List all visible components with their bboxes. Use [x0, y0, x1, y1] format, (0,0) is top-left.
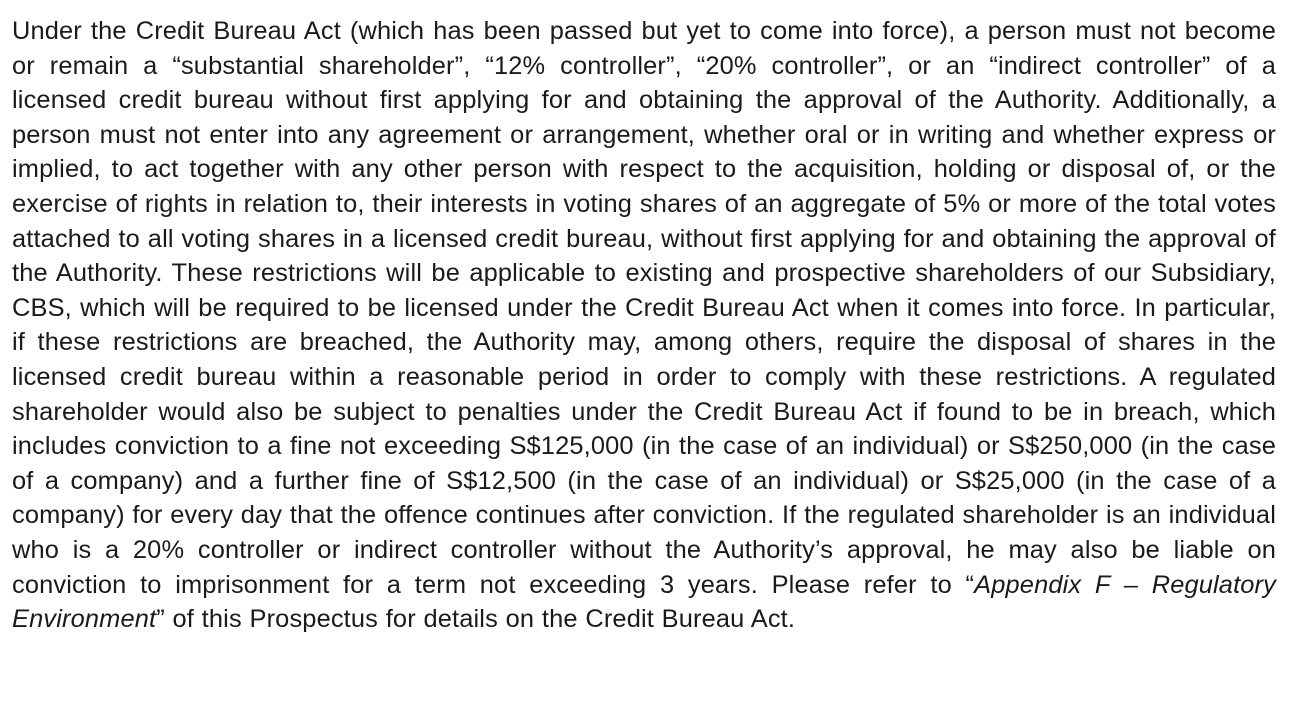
paragraph-text-main: Under the Credit Bureau Act (which has been passed but yet to come into force), a person must not become or remain a “substantial shareholder”, “12% controller”, “20% controller”, or an “indirect controller” of a licensed credit bureau without first applying for and obtaining the approval of the Authority. Additionally, a person must not enter into any agreement or arrangement, whether oral or in writing and whether express or implied, to act together with any other person with respect to the acquisition, holding or disposal of, or the exercise of rights in relation to, their interests in voting shares of an aggregate of 5% or more of the total votes attached to all voting shares in a licensed credit bureau, without first applying for and obtaining the approval of the Authority. These restrictions will be applicable to existing and prospective shareholders of our Subsidiary, CBS, which will be required to be licensed under the Credit Bureau Act when it comes into force. In particular, if these restrictions are breached, the Authority may, among others, require the disposal of shares in the licensed credit bureau within a reasonable period in order to comply with these restrictions. A regulated shareholder would also be subject to penalties under the Credit Bureau Act if found to be in breach, which includes conviction to a fine not exceeding S$125,000 (in the case of an individual) or S$250,000 (in the case of a company) and a further fine of S$12,500 (in the case of an individual) or S$25,000 (in the case of a company) for every day that the offence continues after conviction. If the regulated shareholder is an individual who is a 20% controller or indirect controller without the Authority’s approval, he may also be liable on conviction to imprisonment for a term not exceeding 3 years. Please refer to “ — [12, 17, 1276, 599]
appendix-reference: Appendix F – Regulatory Environment — [12, 570, 1276, 634]
body-paragraph — [12, 14, 1276, 637]
paragraph-text-end: ” of this Prospectus for details on the Credit Bureau Act. — [156, 605, 796, 634]
